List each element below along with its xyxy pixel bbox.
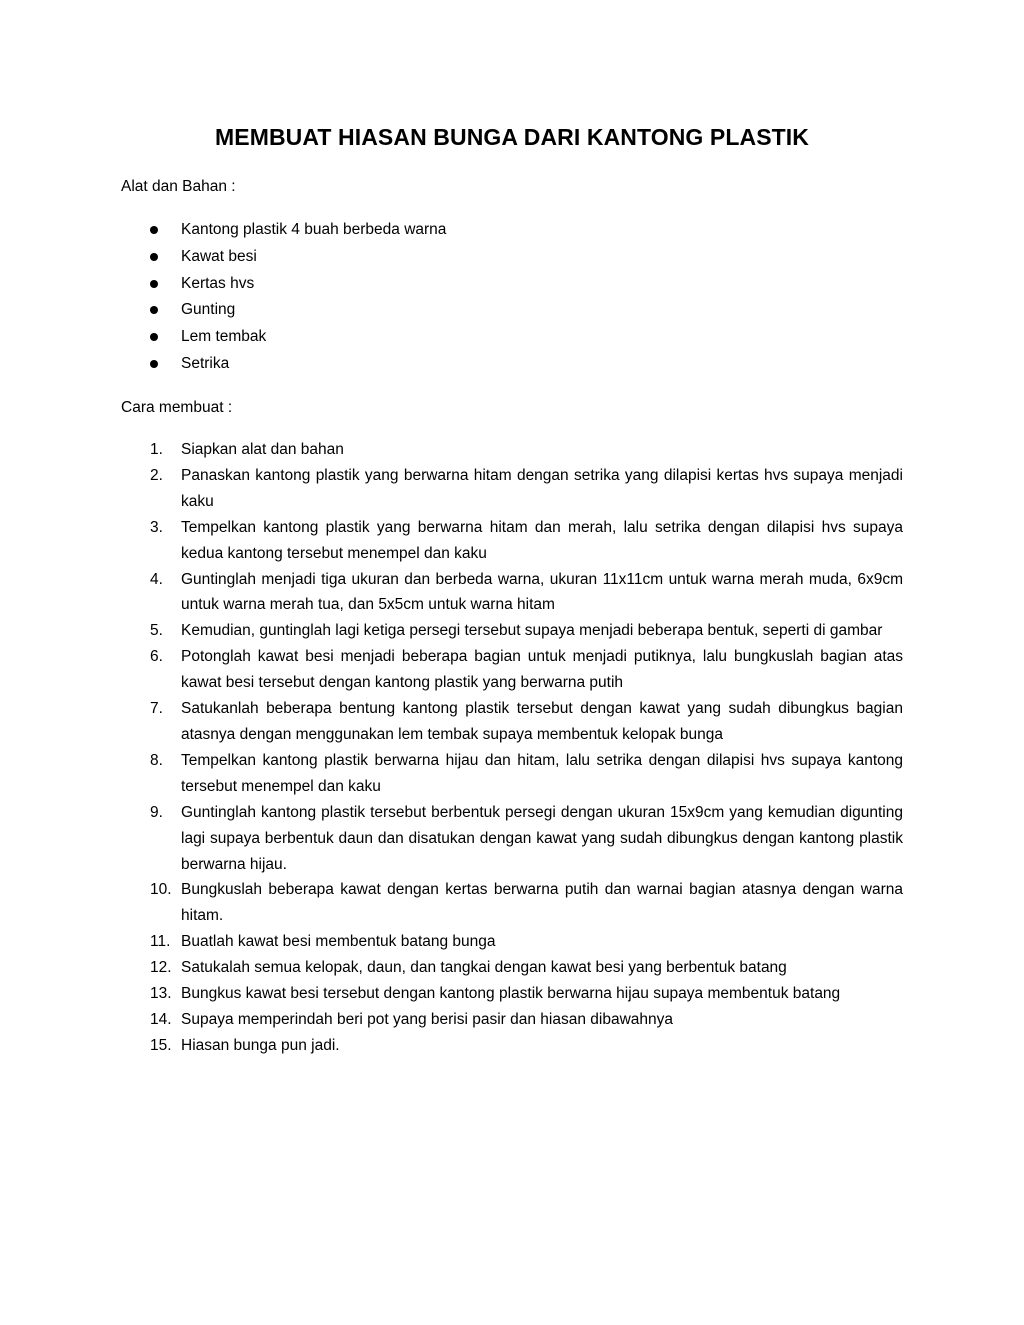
- step-item: [0, 644, 1024, 696]
- bullet-icon: [150, 226, 158, 234]
- step-text: Supaya memperindah beri pot yang berisi pasir dan hiasan dibawahnya: [181, 1010, 674, 1028]
- list-item-text: Kawat besi: [181, 247, 257, 265]
- step-number: 11.: [150, 933, 171, 951]
- step-text: Buatlah kawat besi membentuk batang bunga: [181, 933, 496, 951]
- step-text: Bungkuslah beberapa kawat dengan kertas berwarna putih dan warnai bagian atasnya dengan warna hitam.: [181, 881, 903, 925]
- step-item: [0, 981, 1024, 1007]
- step-number: 12.: [150, 959, 172, 977]
- list-item-text: Gunting: [181, 301, 236, 319]
- step-number: 6.: [150, 648, 163, 666]
- step-text: Satukanlah beberapa bentung kantong plastik tersebut dengan kawat yang sudah dibungkus bagian atasnya dengan menggunakan lem tembak supaya membentuk kelopak bunga: [181, 700, 903, 743]
- step-number: 3.: [150, 518, 163, 536]
- step-item: [0, 955, 1024, 981]
- step-number: 10.: [150, 881, 172, 899]
- list-item: [0, 299, 1024, 326]
- step-number: 13.: [150, 985, 172, 1003]
- list-item-text: Lem tembak: [181, 328, 267, 346]
- list-item-text: Setrika: [181, 354, 230, 372]
- step-number: 1.: [150, 441, 163, 458]
- steps-heading: Cara membuat :: [121, 399, 233, 416]
- bullet-icon: [150, 333, 158, 341]
- step-number: 2.: [150, 466, 163, 484]
- bullet-icon: [150, 360, 158, 368]
- list-item: [0, 353, 1024, 380]
- step-number: 5.: [150, 622, 163, 640]
- step-number: 8.: [150, 751, 163, 769]
- step-number: 7.: [150, 700, 163, 718]
- step-item: [0, 567, 1024, 619]
- step-text: Siapkan alat dan bahan: [181, 441, 344, 458]
- step-text: Potonglah kawat besi menjadi beberapa bagian untuk menjadi putiknya, lalu bungkuslah bagian atas kawat besi tersebut dengan kantong plastik yang berwarna putih: [181, 648, 903, 692]
- step-number: 15.: [150, 1036, 172, 1054]
- step-item: [0, 800, 1024, 878]
- step-text: Guntinglah kantong plastik tersebut berbentuk persegi dengan ukuran 15x9cm yang kemudian digunting lagi supaya berbentuk daun dan disatukan dengan kawat yang sudah dibungkus dengan kantong plastik berwarna hijau.: [181, 803, 903, 873]
- step-number: 4.: [150, 570, 163, 588]
- step-item: [0, 463, 1024, 515]
- step-item: [0, 748, 1024, 800]
- materials-heading: Alat dan Bahan :: [121, 178, 236, 195]
- step-text: Tempelkan kantong plastik berwarna hijau dan hitam, lalu setrika dengan dilapisi hvs supaya kantong tersebut menempel dan kaku: [181, 751, 903, 795]
- step-item: [0, 877, 1024, 929]
- materials-list: [0, 219, 1024, 380]
- list-item: [0, 273, 1024, 300]
- bullet-icon: [150, 280, 158, 288]
- step-number: 14.: [150, 1010, 172, 1028]
- step-text: Guntinglah menjadi tiga ukuran dan berbeda warna, ukuran 11x11cm untuk warna merah muda, 6x9cm untuk warna merah tua, dan 5x5cm untuk warna hitam: [181, 570, 903, 614]
- list-item-text: Kertas hvs: [181, 274, 255, 292]
- step-text: Kemudian, guntinglah lagi ketiga persegi tersebut supaya menjadi beberapa bentuk, seperti di gambar: [181, 622, 883, 640]
- document-title: MEMBUAT HIASAN BUNGA DARI KANTONG PLASTIK: [215, 124, 809, 150]
- step-text: Bungkus kawat besi tersebut dengan kantong plastik berwarna hijau supaya membentuk batang: [181, 985, 841, 1003]
- list-item: [0, 219, 1024, 246]
- step-text: Satukalah semua kelopak, daun, dan tangkai dengan kawat besi yang berbentuk batang: [181, 959, 787, 977]
- step-item: [0, 929, 1024, 955]
- step-item: [0, 696, 1024, 748]
- list-item-text: Kantong plastik 4 buah berbeda warna: [181, 221, 447, 238]
- step-item: [0, 618, 1024, 644]
- step-item: [0, 1033, 1024, 1059]
- step-item: [0, 1007, 1024, 1033]
- step-number: 9.: [150, 803, 163, 821]
- step-text: Panaskan kantong plastik yang berwarna hitam dengan setrika yang dilapisi kertas hvs supaya menjadi kaku: [181, 466, 903, 510]
- bullet-icon: [150, 306, 158, 314]
- step-item: [0, 437, 1024, 463]
- bullet-icon: [150, 253, 158, 261]
- list-item: [0, 246, 1024, 273]
- step-item: [0, 515, 1024, 567]
- step-text: Hiasan bunga pun jadi.: [181, 1036, 340, 1054]
- list-item: [0, 326, 1024, 353]
- step-text: Tempelkan kantong plastik yang berwarna hitam dan merah, lalu setrika dengan dilapisi hvs supaya kedua kantong tersebut menempel dan kaku: [181, 518, 903, 562]
- steps-list: [0, 437, 1024, 1059]
